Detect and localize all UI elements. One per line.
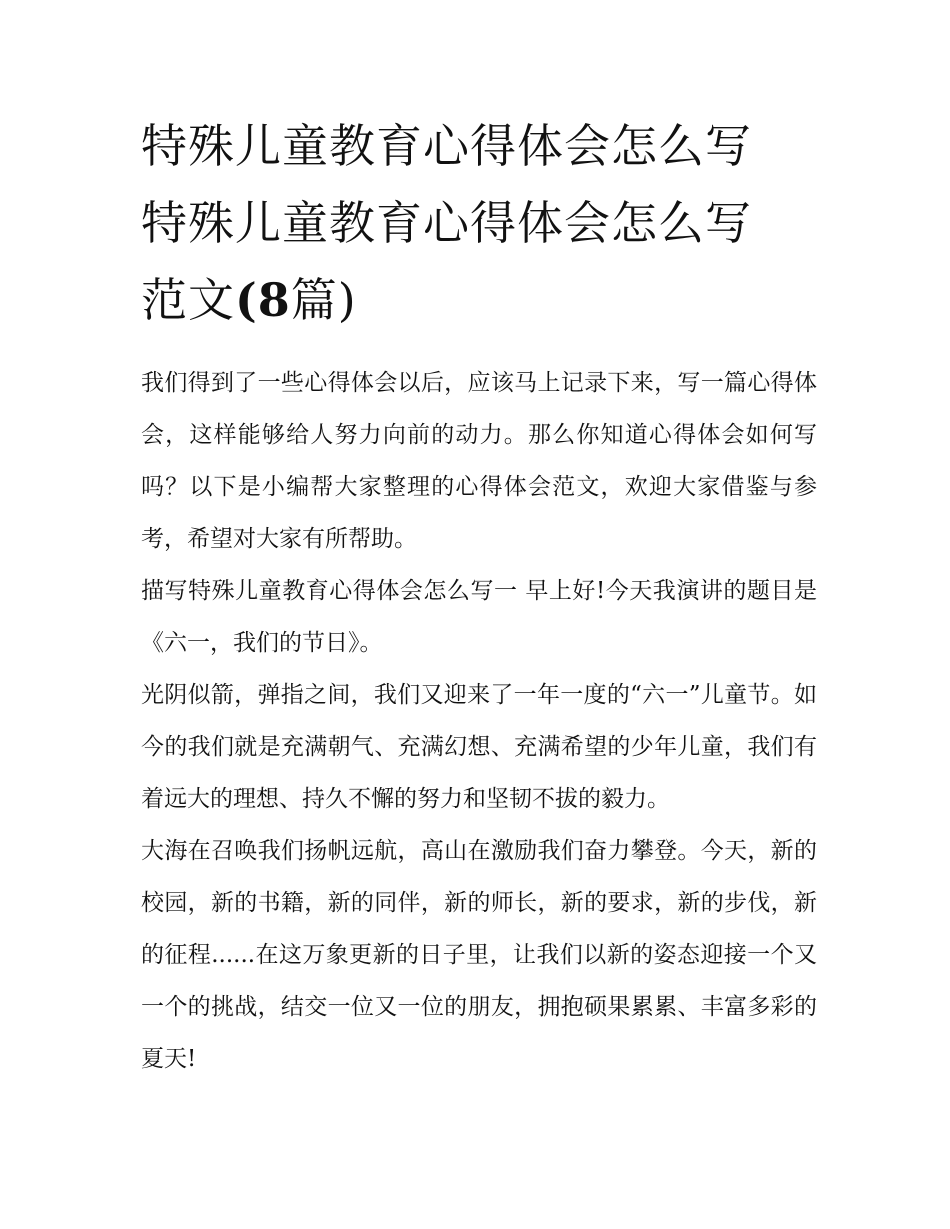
body-paragraph-time: 光阴似箭，弹指之间，我们又迎来了一年一度的“六一”儿童节。如今的我们就是充满朝气、充满幻想、充满希望的少年儿童，我们有着远大的理想、持久不懈的努力和坚韧不拔的毅力。 (141, 682, 817, 812)
body-paragraph-sea: 大海在召唤我们扬帆远航，高山在激励我们奋力攀登。今天，新的校园，新的书籍，新的同伴，新的师长，新的要求，新的步伐，新的征程......在这万象更新的日子里，让我们以新的姿态迎接一个又一个的挑战，结交一位又一位的朋友，拥抱硕果累累、丰富多彩的夏天! (141, 838, 817, 1072)
title-count: (8 (235, 273, 291, 327)
section-one-paragraph: 描写特殊儿童教育心得体会怎么写一 早上好!今天我演讲的题目是《六一，我们的节日》。 (141, 578, 817, 656)
title-line-2: 特殊儿童教育心得体会怎么写 (141, 196, 752, 250)
intro-paragraph: 我们得到了一些心得体会以后，应该马上记录下来，写一篇心得体会，这样能够给人努力向前的动力。那么你知道心得体会如何写吗？以下是小编帮大家整理的心得体会范文，欢迎大家借鉴与参考，希望对大家有所帮助。 (141, 370, 817, 552)
title-line-1: 特殊儿童教育心得体会怎么写 (141, 119, 752, 173)
document-title (141, 108, 841, 339)
document-body (141, 357, 817, 1085)
title-line-3-text: 范文 (141, 273, 235, 327)
title-count-unit: 篇) (290, 273, 357, 327)
